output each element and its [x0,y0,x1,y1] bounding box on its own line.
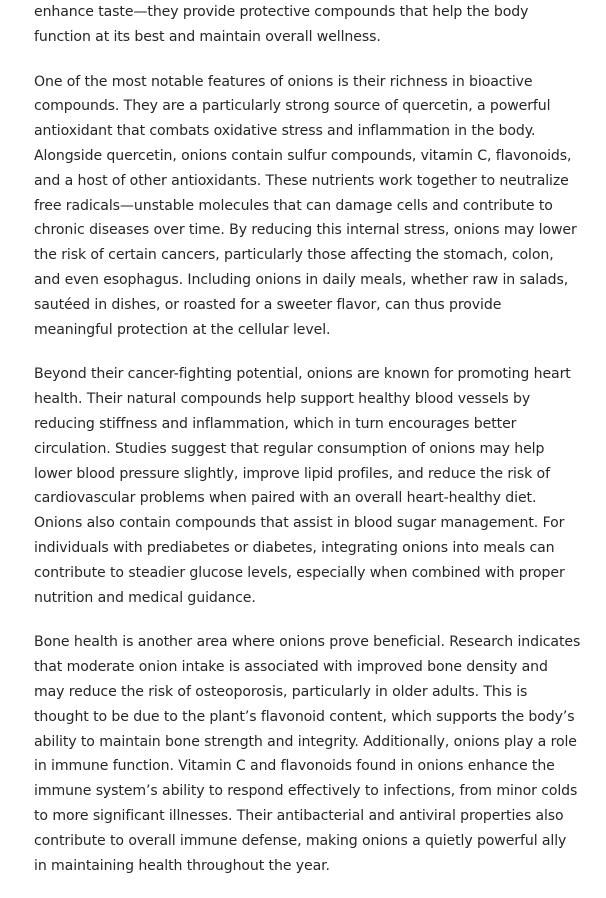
paragraph-bone-immune-health: Bone health is another area where onions prove beneficial. Research indicates that moderate onion intake is associated with improved bone density and may reduce the risk of osteoporosis, particularly in older adults. This is thought to be due to the plant’s flavonoid content, which supports the body’s ability to maintain bone strength and integrity. Additionally, onions play a role in immune function. Vitamin C and flavonoids found in onions enhance the immune system’s ability to respond effectively to infections, from minor colds to more significant illnesses. Their antibacterial and antiviral properties also contribute to overall immune defense, making onions a quietly powerful ally in maintaining health throughout the year. [34,634,581,874]
paragraph-bioactive-compounds: One of the most notable features of onions is their richness in bioactive compounds. They are a particularly strong source of quercetin, a powerful antioxidant that combats oxidative stress and inflammation in the body. Alongside quercetin, onions contain sulfur compounds, vitamin C, flavonoids, and a host of other antioxidants. These nutrients work together to neutralize free radicals—unstable molecules that can damage cells and contribute to chronic diseases over time. By reducing this internal stress, onions may lower the risk of certain cancers, particularly those affecting the stomach, colon, and even esophagus. Including onions in daily meals, whether raw in salads, sautéed in dishes, or roasted for a sweeter flavor, can thus provide meaningful protection at the cellular level. [34,73,577,338]
paragraph-heart-health: Beyond their cancer-fighting potential, onions are known for promoting heart health. Their natural compounds help support healthy blood vessels by reducing stiffness and inflammation, which in turn encourages better circulation. Studies suggest that regular consumption of onions may help lower blood pressure slightly, improve lipid profiles, and reduce the risk of cardiovascular problems when paired with an overall heart-healthy diet. Onions also contain compounds that assist in blood sugar management. For individuals with prediabetes or diabetes, integrating onions into meals can contribute to steadier glucose levels, especially when combined with proper nutrition and medical guidance. [34,366,571,606]
paragraph-intro-continuation: enhance taste—they provide protective compounds that help the body function at its best and maintain overall wellness. [34,4,529,45]
article-body [34,0,582,898]
